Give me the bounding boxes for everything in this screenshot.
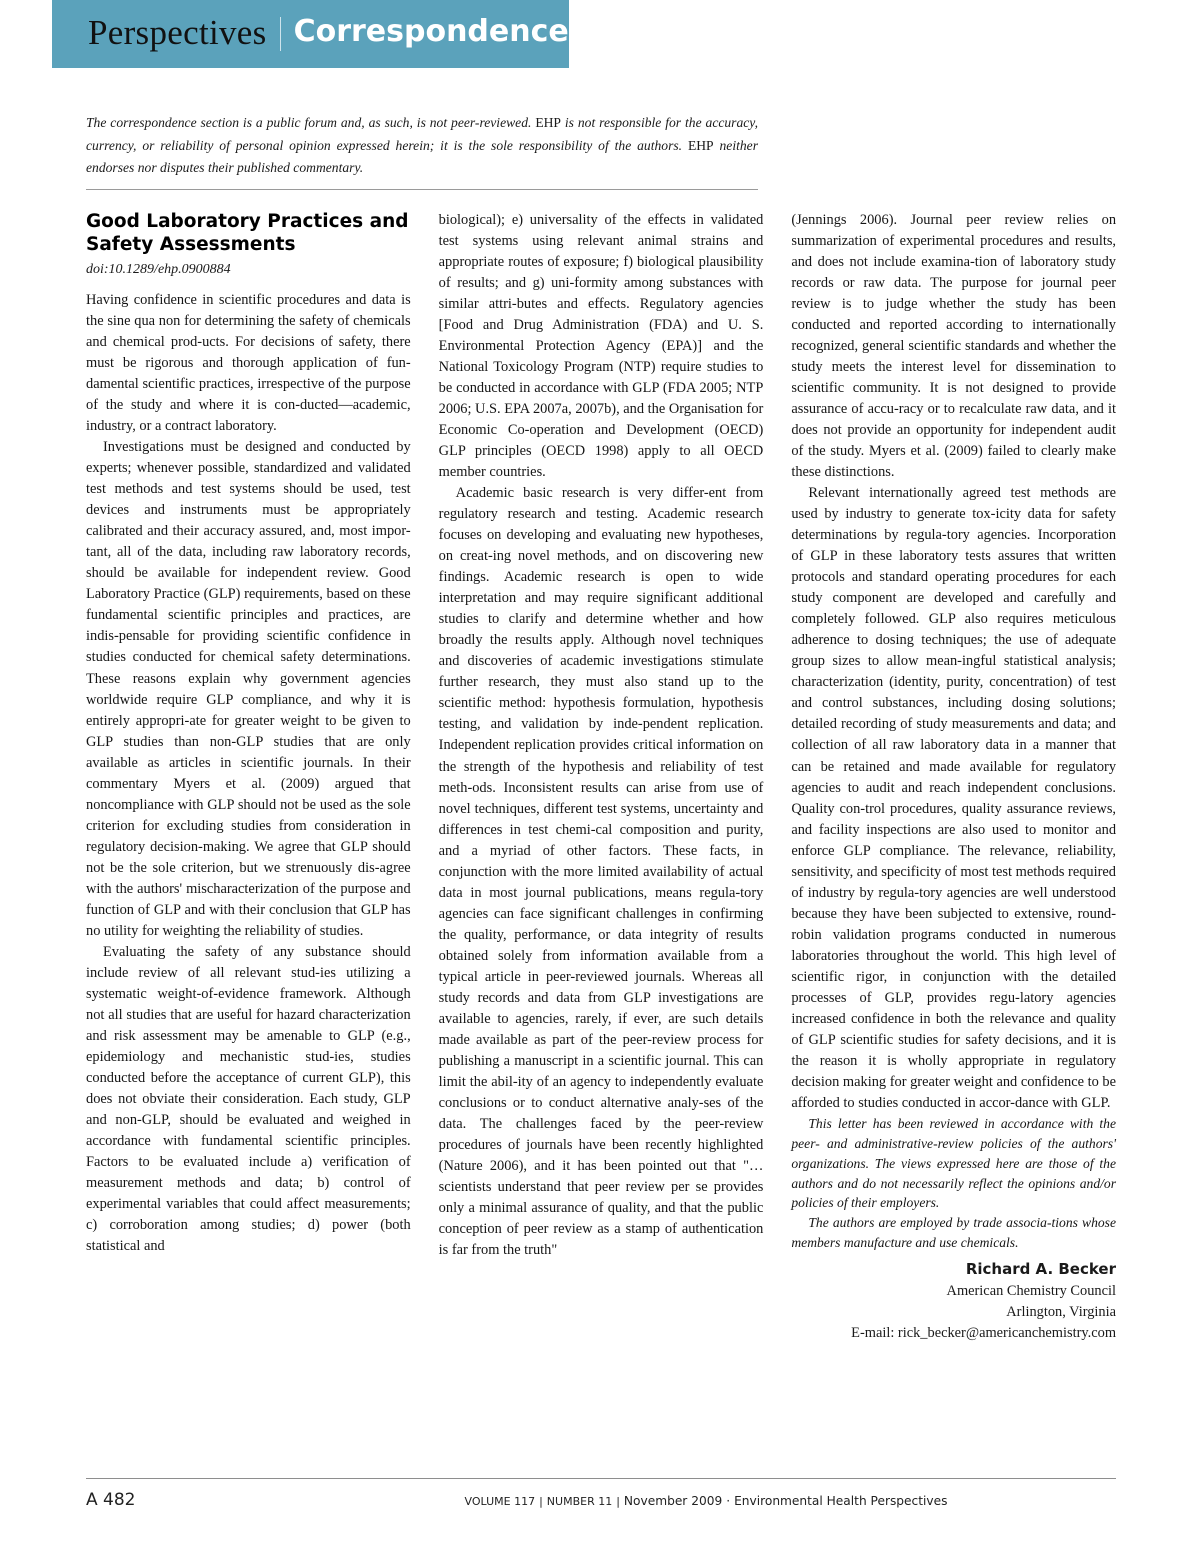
masthead-banner	[52, 0, 569, 68]
column-3	[791, 210, 1116, 1344]
masthead-divider	[280, 17, 281, 51]
disclaimer-part1: The correspondence section is a public forum and, as such, is not peer-reviewed.	[86, 115, 536, 130]
footer-number: NUMBER 11	[546, 1495, 613, 1508]
three-column-layout	[86, 210, 1116, 1344]
article-title: Good Laboratory Practices and Safety Assessments	[86, 210, 409, 255]
footer-journal-name: Environmental Health Perspectives	[734, 1494, 948, 1508]
author-name: Richard A. Becker	[965, 1259, 1117, 1278]
review-note: This letter has been reviewed in accordance with the peer- and administrative-review policies of the authors' organizations. The views expressed here are those of the authors and do not necessarily reflect the opinions and/or policies of their employers.	[791, 1116, 1117, 1211]
footer-separator-1: |	[539, 1495, 543, 1508]
disclaimer-ehp-1: EHP	[535, 115, 561, 130]
paragraph: Investigations must be designed and conducted by experts; whenever possible, standardized and validated test methods and test systems should be used, test devices and instruments must be appropriately calibrated and their accuracy assured, and, most impor-tant, all of the data, including raw laboratory records, should be available for independent review. Good Laboratory Practice (GLP) requirements, based on these fundamental scientific principles and practices, are indis-pensable for providing scientific confidence in studies conducted for chemical safety determinations. These reasons explain why government agencies worldwide require GLP compliance, and why it is entirely appropri-ate for greater weight to be given to GLP studies than non-GLP studies that are only available as articles in scientific journals. In their commentary Myers et al. (2009) argued that noncompliance with GLP should not be used as the sole criterion for excluding studies from consideration in regulatory decision-making. We agree that GLP should not be the sole criterion, but we strenuously dis-agree with the authors' mischaracterization of the purpose and function of GLP and with their conclusion that GLP has no utility for weighting the reliability of studies.	[86, 439, 411, 939]
disclaimer-ehp-2: EHP	[687, 137, 714, 153]
column-1	[86, 210, 411, 1344]
author-organization: American Chemistry Council	[946, 1282, 1117, 1299]
paragraph: Having confidence in scientific procedures and data is the sine qua non for determining the safety of chemicals and chemical prod-ucts. For decisions of safety, there must be rigorous and thorough application of fun-damental scientific practices, irrespective of the purpose of the study and where it is con-ducted—academic, industry, or a contract laboratory.	[86, 291, 411, 435]
masthead-section-label: Correspondence	[293, 14, 569, 49]
footer-volume: VOLUME 117	[464, 1495, 536, 1508]
disclaimer-note	[86, 112, 758, 190]
column-2	[439, 210, 764, 1344]
disclaimer-part3: neither endorses nor disputes their published commentary.	[86, 137, 759, 176]
paragraph: Relevant internationally agreed test methods are used by industry to generate tox-icity data for safety determinations by regula-tory agencies. Incorporation of GLP in these laboratory tests assures that written protocols and standard operating procedures for each study component are developed and carefully and completely followed. GLP also requires meticulous adherence to dosing techniques; the use of adequate group sizes to allow mean-ingful statistical analysis; characterization (identity, purity, concentration) of test and control substances, including dosing solutions; detailed recording of study measurements and data; and collection of all raw laboratory data in a manner that can be retained and made available for regulatory agencies to audit and reach independent conclusions. Quality con-trol procedures, quality assurance reviews, and facility inspections are also used to monitor and enforce GLP compliance. The relevance, reliability, sensitivity, and specificity of most test methods required of industry by regula-tory agencies are well understood because they have been subjected to extensive, round-robin validation programs conducted in numerous laboratories throughout the world. This high level of scientific rigor, in conjunction with the detailed processes of GLP, provides regu-latory agencies increased confidence in both the relevance and quality of GLP scientific studies for safety decisions, and it is the reason it is wholly appropriate in regulatory decision making for greater weight and confidence to be afforded to studies conducted in accor-dance with GLP.	[791, 485, 1117, 1111]
signature-block	[791, 1259, 1116, 1344]
disclosure-note: The authors are employed by trade associa-tions whose members manufacture and use chemicals.	[791, 1215, 1117, 1251]
page-number: A 482	[86, 1490, 136, 1510]
footer-citation	[296, 1494, 1116, 1508]
disclaimer-part2: is not responsible for the accuracy, currency, or reliability of personal opinion expressed herein; it is the sole responsibility of the authors.	[86, 115, 758, 153]
article-doi: doi:10.1289/ehp.0900884	[86, 261, 231, 277]
footer-date: November 2009	[623, 1494, 723, 1508]
paragraph: (Jennings 2006). Journal peer review relies on summarization of experimental procedures and results, and does not include examina-tion of laboratory study records or raw data. The purpose for journal peer review is to judge whether the study has been conducted and reported according to internationally recognized, general scientific standards and whether the study meets the interest level for dissemination to scientific community. It is not designed to provide assurance of accu-racy or to recalculate raw data, and it does not provide an opportunity for independent audit of the study. Myers et al. (2009) failed to clearly make these distinctions.	[791, 211, 1117, 481]
author-email[interactable]: E-mail: rick_becker@americanchemistry.com	[851, 1324, 1117, 1341]
author-location: Arlington, Virginia	[1006, 1303, 1117, 1320]
page-content	[86, 112, 1116, 1344]
paragraph: biological); e) universality of the effects in validated test systems using relevant animal strains and appropriate routes of exposure; f) biological plausibility of results; and g) uni-formity among substances with similar attri-butes and effects. Regulatory agencies [Food and Drug Administration (FDA) and U. S. Environmental Protection Agency (EPA)] and the National Toxicology Program (NTP) require studies to be conducted in accordance with GLP (FDA 2005; NTP 2006; U.S. EPA 2007a, 2007b), and the Organisation for Economic Co-operation and Development (OECD) GLP principles (OECD 1998) apply to all OECD member countries.	[438, 211, 764, 481]
paragraph: Evaluating the safety of any substance should include review of all relevant stud-ies utilizing a systematic weight-of-evidence framework. Although not all studies that are useful for hazard characterization and risk assessment may be amenable to GLP (e.g., epidemiology and mechanistic stud-ies, studies conducted before the acceptance of current GLP), this does not obviate their consideration. Each study, GLP and non-GLP, should be evaluated and weighed in accordance with fundamental scientific principles. Factors to be evaluated include a) verification of measurement methods and data; b) control of experimental variables that could affect measurements; c) corroboration among studies; d) power (both statistical and	[86, 943, 411, 1255]
paragraph: Academic basic research is very differ-ent from regulatory research and testing. Academic research focuses on developing and evaluating new hypotheses, on creat-ing novel methods, and on discovering new findings. Academic research is open to wide interpretation and may require significant additional studies to clarify and determine whether and how broadly the results apply. Although novel techniques and discoveries of academic investigations stimulate further research, they must also stand up to the scientific method: hypothesis formulation, hypothesis testing, and validation by inde-pendent replication. Independent replication provides critical information on the strength of the hypothesis and reliability of test meth-ods. Inconsistent results can arise from use of novel techniques, different test systems, uncertainty and differences in test chemi-cal composition and purity, and a myriad of other factors. These facts, in conjunction with the more limited availability of actual data in most journal publications, means regula-tory agencies can face significant challenges in confirming the quality, performance, or data integrity of results obtained solely from information available from a typical article in peer-reviewed journals. Whereas all study records and data from GLP investigations are available to agencies, rarely, if ever, are such details made available as part of the peer-review process for publishing a manuscript in a scientific journal. This can limit the abil-ity of an agency to independently evaluate conclusions or to conduct alternative analy-ses of the data. The challenges faced by the peer-review procedures of journals have been recently highlighted (Nature 2006), and it has been pointed out that "…scientists understand that peer review per se provides only a minimal assurance of quality, and that the public conception of peer review as a stamp of authentication is far from the truth"	[438, 485, 764, 1259]
page-footer	[86, 1478, 1116, 1510]
footer-bullet: ·	[726, 1494, 731, 1508]
footer-separator-2: |	[616, 1495, 620, 1508]
masthead-body	[52, 0, 569, 68]
masthead-brand: Perspectives	[88, 12, 267, 52]
